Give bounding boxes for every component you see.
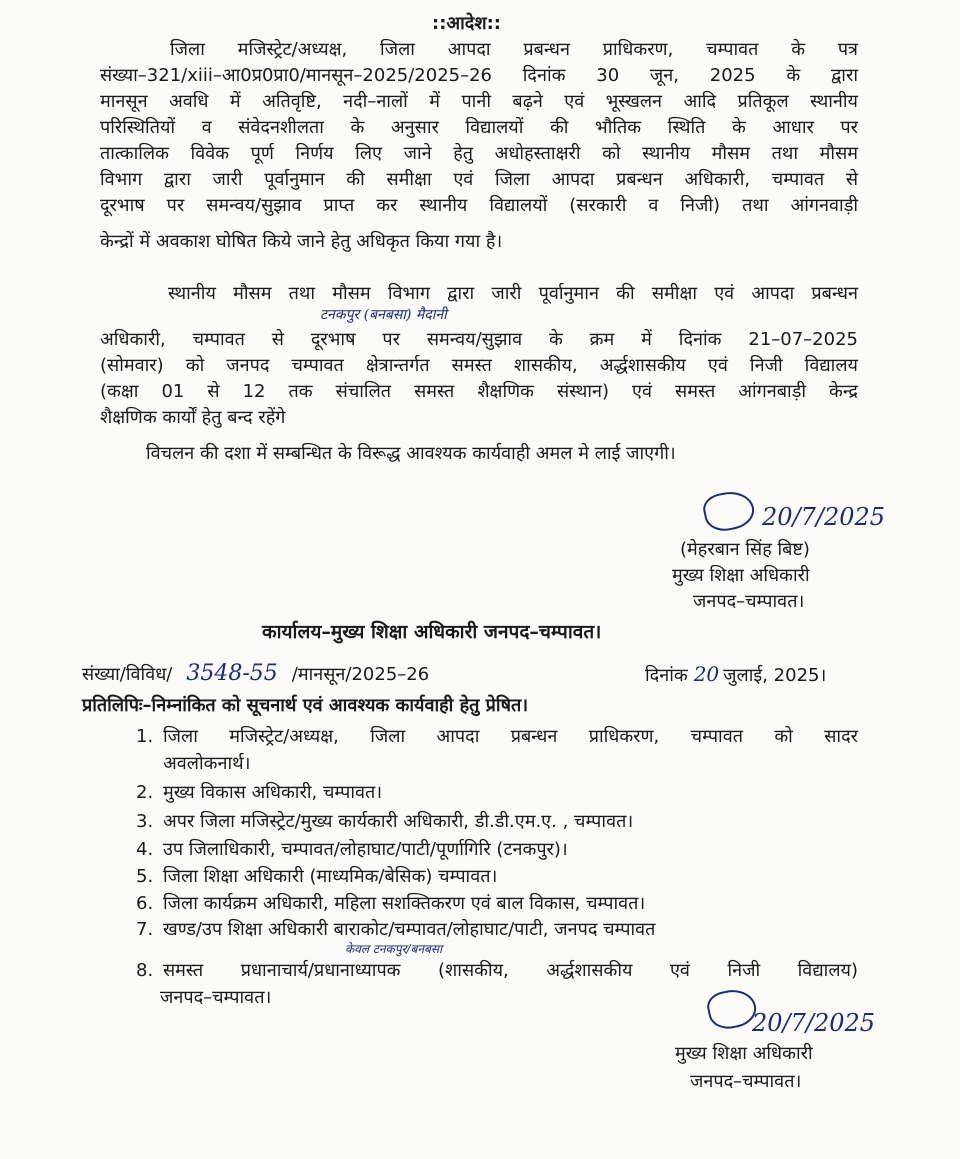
paragraph-line: तात्कालिक विवेक पूर्ण निर्णय लिए जाने हेतु अधोहस्ताक्षरी को स्थानीय मौसम तथा मौसम xyxy=(100,143,858,164)
paragraph-line: (कक्षा 01 से 12 तक संचालित समस्त शैक्षणिक संस्थान) एवं समस्त आंगनबाड़ी केन्द्र xyxy=(100,381,858,402)
list-number: 2. xyxy=(136,782,154,803)
date-label: दिनांक xyxy=(645,665,688,686)
reference-number: 3548-55 xyxy=(186,661,278,686)
paragraph-line: दूरभाष पर समन्वय/सुझाव प्राप्त कर स्थानीय विद्यालयों (सरकारी व निजी) तथा आंगनवाड़ी xyxy=(100,195,858,216)
list-item: जिला शिक्षा अधिकारी (माध्यमिक/बेसिक) चम्पावत। xyxy=(163,866,498,887)
list-item: खण्ड/उप शिक्षा अधिकारी बाराकोट/चम्पावत/लोहाघाट/पाटी, जनपद चम्पावत xyxy=(163,919,656,940)
list-number: 5. xyxy=(136,866,154,887)
handwritten-insert: केवल टनकपुर/बनबसा xyxy=(345,942,443,956)
signature-mark xyxy=(701,487,758,535)
order-paragraph-3: विचलन की दशा में सम्बन्धित के विरूद्ध आवश्यक कार्यवाही अमल मे लाई जाएगी। xyxy=(146,443,676,464)
reference-line xyxy=(82,662,429,687)
reference-prefix: संख्या/विविध/ xyxy=(82,664,173,685)
paragraph-line: परिस्थितियों व संवेदनशीलता के अनुसार विद्यालयों की भौतिक स्थिति के आधार पर xyxy=(100,117,858,138)
copy-to-line: प्रतिलिपिः–निम्नांकित को सूचनार्थ एवं आवश्यक कार्यवाही हेतु प्रेषित। xyxy=(82,695,529,716)
date-day: 20 xyxy=(693,662,720,686)
list-number: 6. xyxy=(136,893,154,914)
paragraph-line: शैक्षणिक कार्यों हेतु बन्द रहेंगे xyxy=(100,407,286,428)
office-heading: कार्यालय–मुख्य शिक्षा अधिकारी जनपद–चम्पावत। xyxy=(262,621,602,643)
reference-suffix: /मानसून/2025–26 xyxy=(291,664,430,685)
paragraph-line: केन्द्रों में अवकाश घोषित किये जाने हेतु अधिकृत किया गया है। xyxy=(100,231,503,252)
list-number: 3. xyxy=(136,811,154,832)
date-suffix: जुलाई, 2025। xyxy=(723,665,827,686)
signatory-name: (मेहरबान सिंह बिष्ट) xyxy=(680,539,810,560)
paragraph-line: जिला मजिस्ट्रेट/अध्यक्ष, जिला आपदा प्रबन्धन प्राधिकरण, चम्पावत के पत्र xyxy=(170,39,858,60)
date-line xyxy=(645,662,826,688)
list-item: जिला कार्यक्रम अधिकारी, महिला सशक्तिकरण एवं बाल विकास, चम्पावत। xyxy=(163,893,646,914)
paragraph-line: स्थानीय मौसम तथा मौसम विभाग द्वारा जारी पूर्वानुमान की समीक्षा एवं आपदा प्रबन्धन xyxy=(168,283,858,304)
list-item: मुख्य विकास अधिकारी, चम्पावत। xyxy=(163,782,383,803)
signatory-title: मुख्य शिक्षा अधिकारी xyxy=(675,1043,813,1064)
list-item: उप जिलाधिकारी, चम्पावत/लोहाघाट/पाटी/पूर्णागिरि (टनकपुर)। xyxy=(163,839,568,860)
signatory-place: जनपद–चम्पावत। xyxy=(690,1071,802,1092)
list-number: 1. xyxy=(136,726,154,747)
order-heading: ::आदेश:: xyxy=(432,13,501,34)
list-item: जिला मजिस्ट्रेट/अध्यक्ष, जिला आपदा प्रबन्धन प्राधिकरण, चम्पावत को सादर xyxy=(163,726,858,747)
list-number: 7. xyxy=(136,919,154,940)
paragraph-line: विभाग द्वारा जारी पूर्वानुमान की समीक्षा एवं जिला आपदा प्रबन्धन अधिकारी, चम्पावत से xyxy=(100,169,858,190)
paragraph-line: अधिकारी, चम्पावत से दूरभाष पर समन्वय/सुझाव के क्रम में दिनांक 21–07–2025 xyxy=(100,329,858,350)
signatory-place: जनपद–चम्पावत। xyxy=(693,591,805,612)
list-item-cont: जनपद–चम्पावत। xyxy=(160,987,272,1008)
paragraph-line: संख्या–321/xiii–आ0प्र0प्रा0/मानसून–2025/2025–26 दिनांक 30 जून, 2025 के द्वारा xyxy=(100,65,858,86)
paragraph-line: (सोमवार) को जनपद चम्पावत क्षेत्रान्तर्गत समस्त शासकीय, अर्द्धशासकीय एवं निजी विद्यालय xyxy=(100,355,858,376)
paragraph-line: मानसून अवधि में अतिवृष्टि, नदी–नालों में पानी बढ़ने एवं भूस्खलन आदि प्रतिकूल स्थानीय xyxy=(100,91,858,112)
list-item: समस्त प्रधानाचार्य/प्रधानाध्यापक (शासकीय, अर्द्धशासकीय एवं निजी विद्यालय) xyxy=(163,960,858,981)
signature-date: 20/7/2025 xyxy=(752,1009,876,1037)
signatory-title: मुख्य शिक्षा अधिकारी xyxy=(672,565,810,586)
signature-date: 20/7/2025 xyxy=(762,503,886,531)
list-number: 4. xyxy=(136,839,154,860)
list-item: अपर जिला मजिस्ट्रेट/मुख्य कार्यकारी अधिकारी, डी.डी.एम.ए. , चम्पावत। xyxy=(163,811,634,832)
list-number: 8. xyxy=(136,960,154,981)
handwritten-insert: टनकपुर (बनबसा) मैदानी xyxy=(320,307,447,323)
list-item-cont: अवलोकनार्थ। xyxy=(163,753,251,774)
